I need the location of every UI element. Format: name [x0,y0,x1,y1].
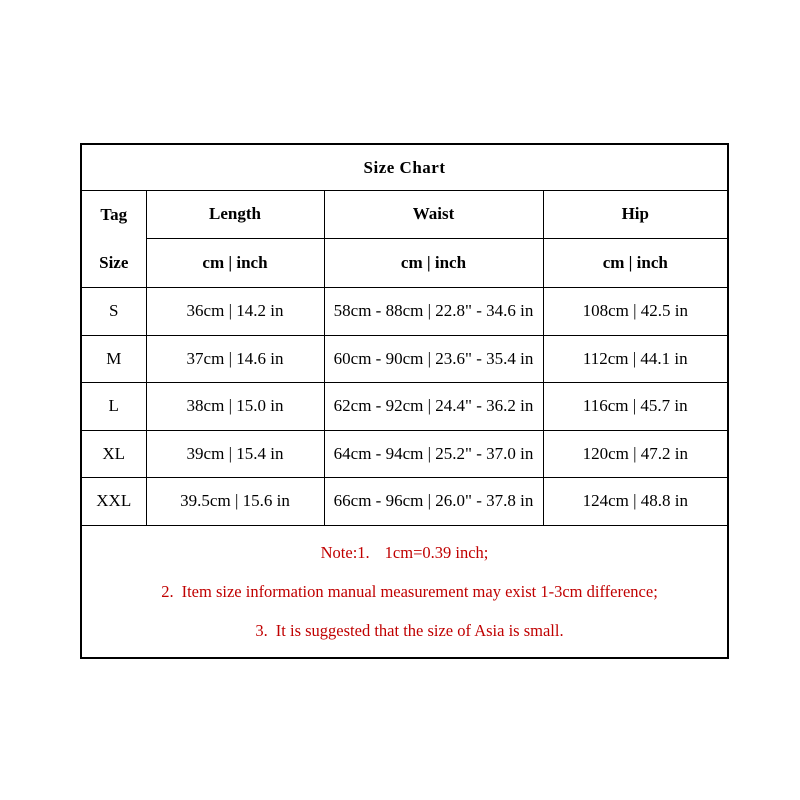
waist-value: 58cm - 88cm | 22.8" - 34.6 in [324,288,543,336]
waist-value: 60cm - 90cm | 23.6" - 35.4 in [324,335,543,383]
hip-value: 112cm | 44.1 in [543,335,728,383]
length-value: 37cm | 14.6 in [146,335,324,383]
size-label: L [81,383,146,431]
note-1-prefix: Note:1. [320,542,370,562]
size-label: XXL [81,478,146,526]
size-label: S [81,288,146,336]
waist-value: 64cm - 94cm | 25.2" - 37.0 in [324,430,543,478]
note-1-text: 1cm=0.39 inch; [384,542,489,562]
waist-value: 62cm - 92cm | 24.4" - 36.2 in [324,383,543,431]
length-value: 38cm | 15.0 in [146,383,324,431]
note-2-text: Item size information manual measurement may exist 1-3cm difference; [181,581,658,601]
table-row [81,288,728,336]
waist-value: 66cm - 96cm | 26.0" - 37.8 in [324,478,543,526]
waist-unit-header: cm | inch [324,238,543,287]
unit-row [81,238,728,287]
size-label: XL [81,430,146,478]
table-row [81,478,728,526]
size-label: M [81,335,146,383]
length-unit-header: cm | inch [146,238,324,287]
hip-column-header: Hip [543,191,728,239]
table-row [81,335,728,383]
length-value: 36cm | 14.2 in [146,288,324,336]
header-row [81,191,728,239]
hip-value: 108cm | 42.5 in [543,288,728,336]
length-value: 39.5cm | 15.6 in [146,478,324,526]
tag-size-header [81,191,146,288]
hip-value: 124cm | 48.8 in [543,478,728,526]
notes-row [81,525,728,658]
note-2-prefix: 2. [161,581,174,601]
waist-column-header: Waist [324,191,543,239]
length-column-header: Length [146,191,324,239]
tag-size-header-line2: Size [99,253,129,272]
note-line-1 [82,533,727,572]
note-3-prefix: 3. [255,620,268,640]
notes-section [81,525,728,658]
note-line-3 [82,611,727,650]
size-chart-table [80,143,729,659]
title-row [81,144,728,191]
tag-size-header-line1: Tag [100,205,128,224]
hip-value: 116cm | 45.7 in [543,383,728,431]
length-value: 39cm | 15.4 in [146,430,324,478]
hip-unit-header: cm | inch [543,238,728,287]
table-row [81,383,728,431]
table-row [81,430,728,478]
hip-value: 120cm | 47.2 in [543,430,728,478]
note-line-2 [82,572,727,611]
note-3-text: It is suggested that the size of Asia is small. [275,620,564,640]
page-title: Size Chart [81,144,728,191]
